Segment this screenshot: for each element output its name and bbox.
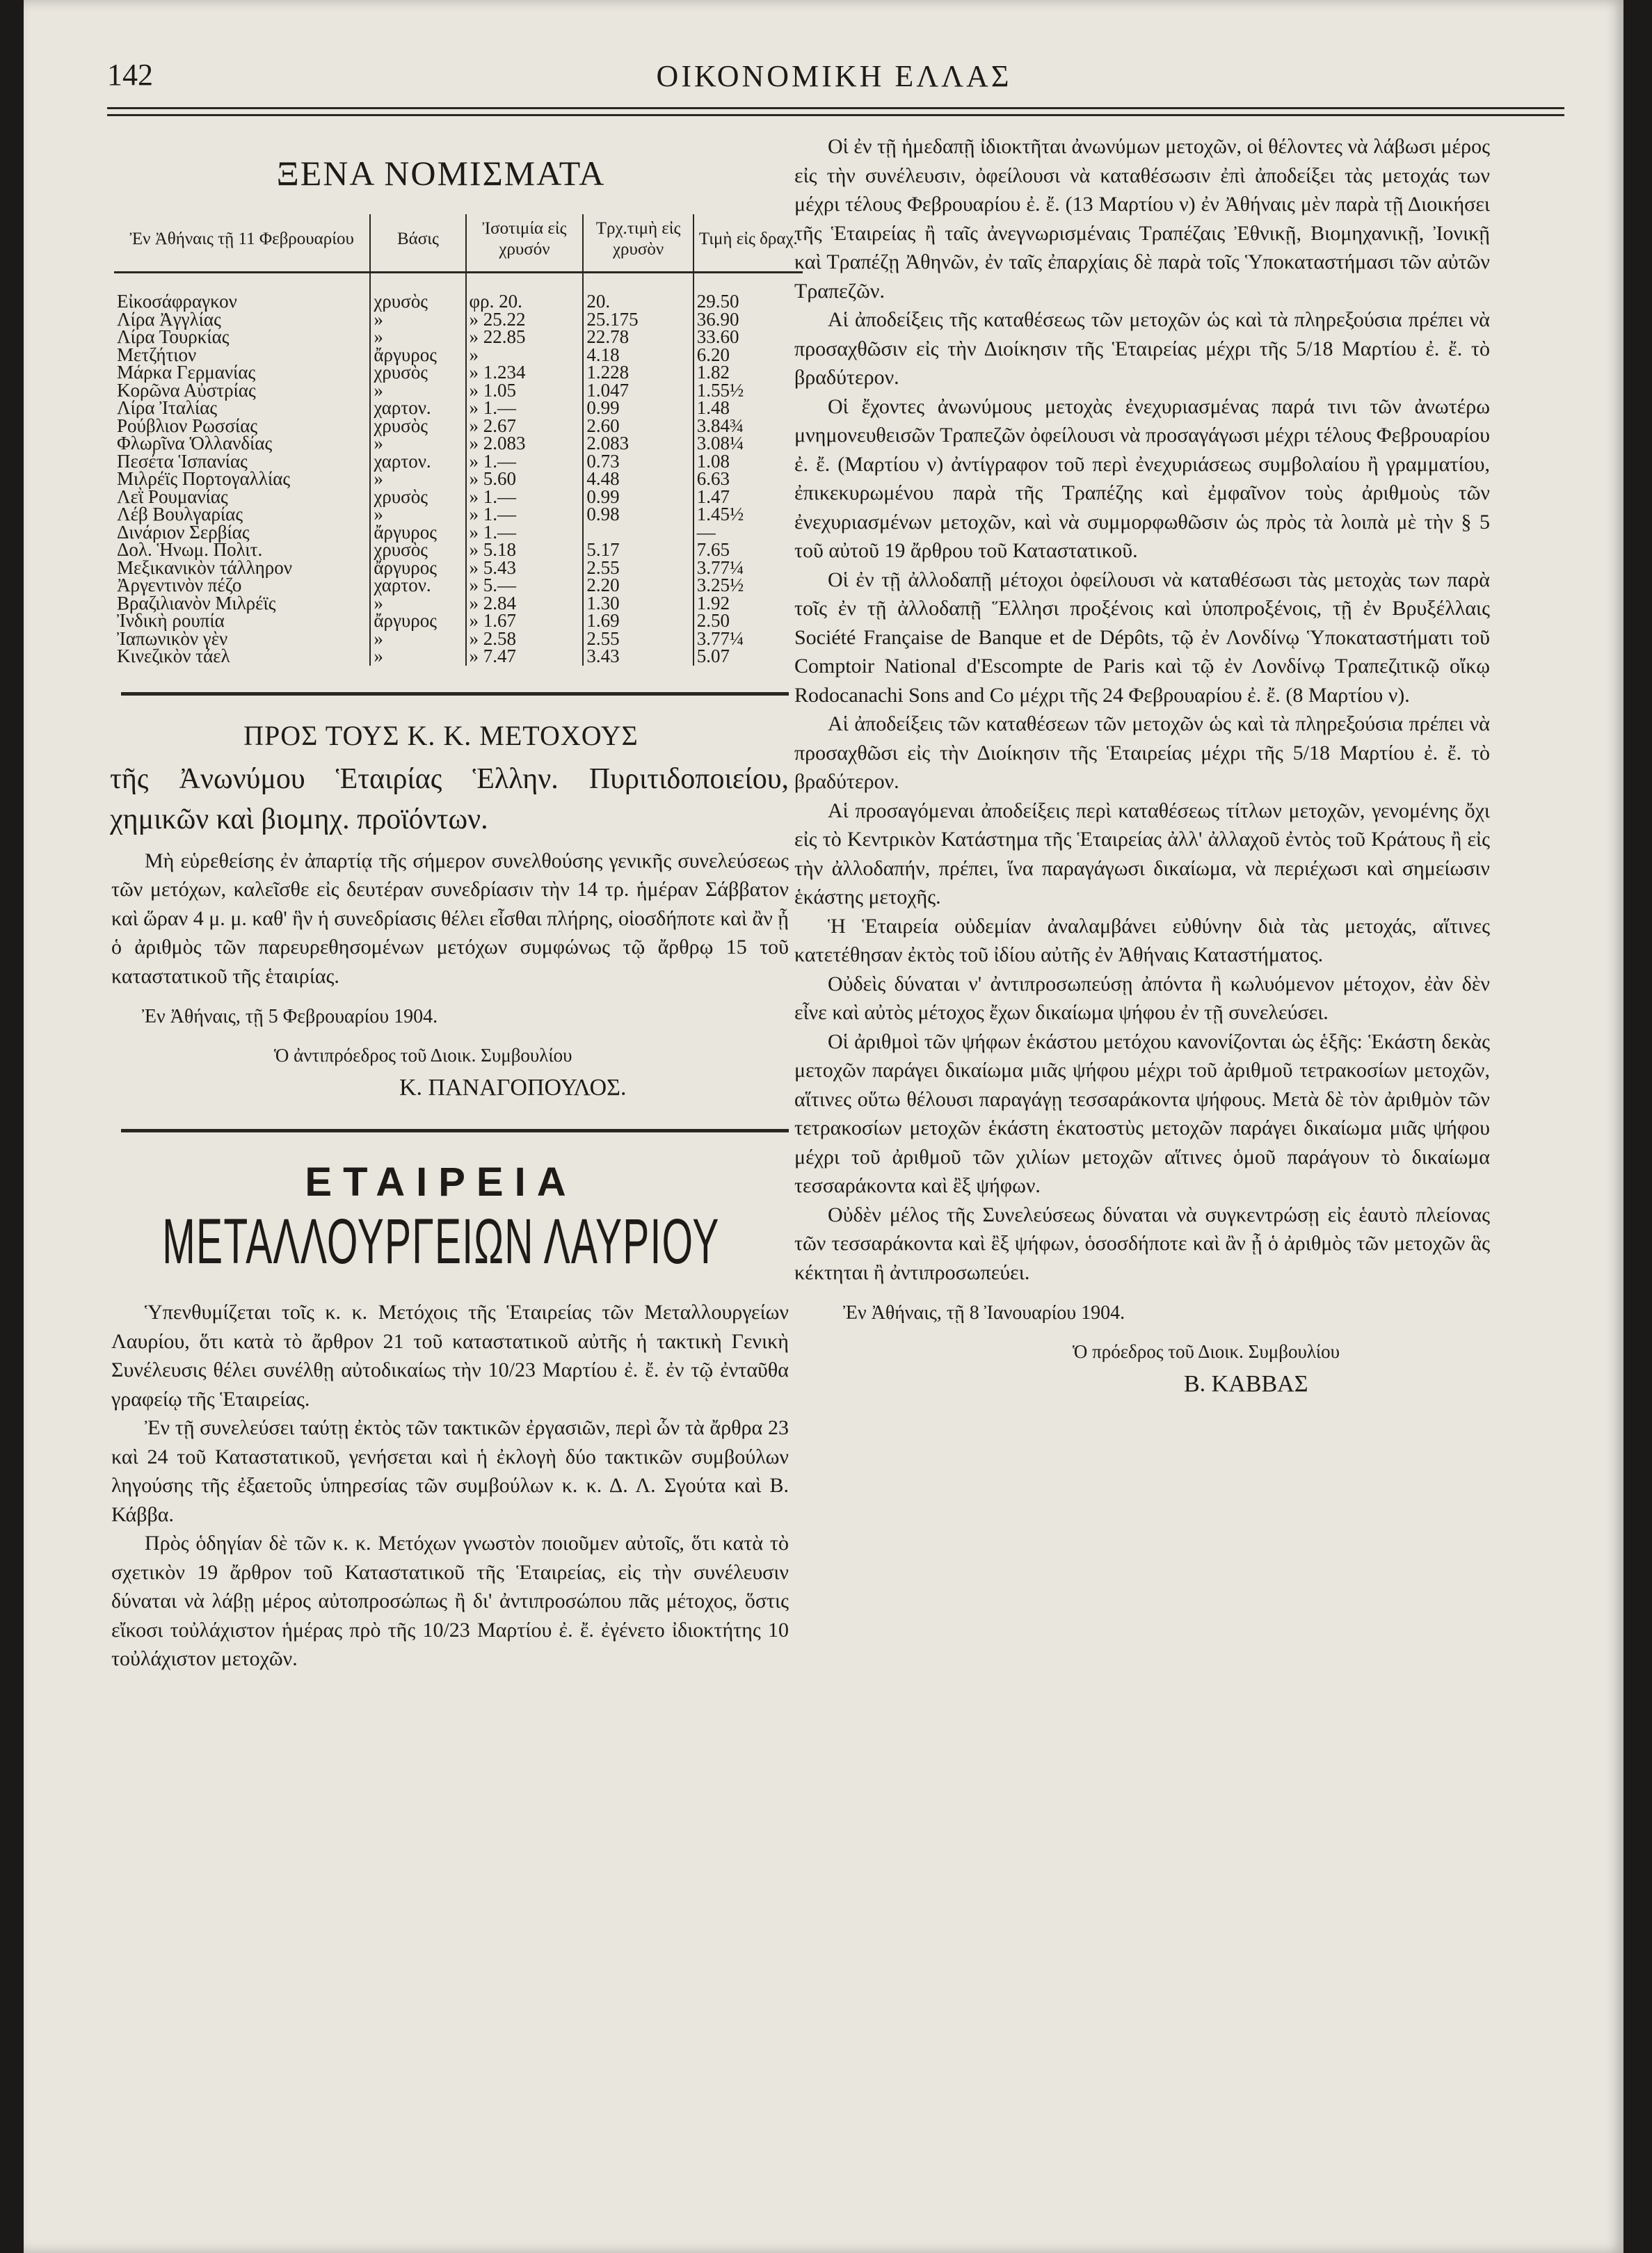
currency-basis: χρυσὸς <box>370 488 465 506</box>
currency-basis: χρυσὸς <box>370 417 465 435</box>
currency-current-price: 1.69 <box>583 612 693 630</box>
currency-par: » 2.083 <box>466 435 584 453</box>
currency-basis: χαρτον. <box>370 577 465 595</box>
currency-par: » 22.85 <box>466 328 584 346</box>
right-column <box>794 132 1490 1397</box>
currency-par: » 5.60 <box>466 470 584 488</box>
currency-par: » 25.22 <box>466 311 584 329</box>
newspaper-page <box>24 0 1623 2253</box>
currency-basis: χαρτον. <box>370 399 465 417</box>
header-rule-2 <box>107 114 1564 116</box>
currency-name: Λίρα Τουρκίας <box>114 328 370 346</box>
currency-drachma-price: 1.55½ <box>696 379 744 401</box>
currency-drachma-price: 3.08¼ <box>696 433 744 454</box>
currency-current-price: 4.18 <box>583 346 693 364</box>
currency-basis: » <box>370 595 465 613</box>
currency-name: Λέβ Βουλγαρίας <box>114 506 370 524</box>
currency-name: Δινάριον Σερβίας <box>114 524 370 542</box>
col-header-par: Ἰσοτιμία εἰς χρυσόν <box>466 214 584 273</box>
currency-drachma-price: 1.82 <box>696 362 730 383</box>
currency-drachma-price: 29.50 <box>696 291 739 312</box>
currency-current-price: 1.228 <box>583 364 693 382</box>
currency-name: Κινεζικὸν τάελ <box>114 648 370 666</box>
page-header <box>107 50 1561 99</box>
currency-basis: χαρτον. <box>370 453 465 471</box>
table-row <box>114 364 803 382</box>
currency-par: » 2.84 <box>466 595 584 613</box>
currency-par: » 2.58 <box>466 630 584 648</box>
currency-current-price: 5.17 <box>583 541 693 559</box>
currency-par: » 1.67 <box>466 612 584 630</box>
notice2-paragraph-2: Ἐν τῇ συνελεύσει ταύτῃ ἐκτὸς τῶν τακτικῶν ἐργασιῶν, περὶ ὧν τὰ ἄρθρα 23 καὶ 24 τοῦ Καταστατικοῦ, γενήσεται καὶ ἡ ἐκλογὴ δύο τακτικῶν συμβούλων ληγούσης τῆς ἐξαετοῦς ὑπηρεσίας τῶν συμβούλων κ. κ. Δ. Λ. Σγούτα καὶ Β. Κάββα. <box>111 1416 789 1526</box>
currency-basis: » <box>370 435 465 453</box>
currency-drachma-price: 2.50 <box>696 610 730 631</box>
currency-current-price: 0.99 <box>583 399 693 417</box>
notice1-paragraph: Μὴ εὑρεθείσης ἐν ἀπαρτίᾳ τῆς σήμερον συνελθούσης γενικῆς συνελεύσεως τῶν μετόχων, καλεῖσθε εἰς δευτέραν συνεδρίασιν τὴν 14 τρ. ἡμέραν Σάββατον καὶ ὥραν 4 μ. μ. καθ' ἣν ἡ συνεδρίασις θέλει εἶσθαι πλήρης, οἱοσδήποτε καὶ ἂν ᾖ ὁ ἀριθμὸς τῶν παρευρεθησομένων μετόχων συμφώνως τῷ ἄρθρῳ 15 τοῦ καταστατικοῦ τῆς ἑταιρίας. <box>111 849 789 988</box>
currency-drachma-price: 3.84¾ <box>696 415 744 436</box>
notice1-title: ΠΡΟΣ ΤΟΥΣ Κ. Κ. ΜΕΤΟΧΟΥΣ <box>243 719 639 751</box>
right-paragraph-4: Οἱ ἐν τῇ ἀλλοδαπῇ μέτοχοι ὀφείλουσι νὰ καταθέσωσι τὰς μετοχὰς των παρὰ τοῖς ἐν τῇ ἀλλοδαπῇ Ἕλλησι προξένοις καὶ ὑποπροξένοις, τῇ ἐν Βρυξέλλαις Société Française de Banque et de Dépôts, τῷ ἐν Λονδίνῳ Ὑποκαταστήματι τοῦ Comptoir National d'Escompte de Paris καὶ τῷ ἐν Λονδίνῳ Τραπεζιτικῷ οἴκῳ Rodocanachi Sons and Co μέχρι τῆς 24 Φεβρουαρίου ἐ. ἔ. (8 Μαρτίου ν). <box>794 568 1490 707</box>
currency-name: Μετζήτιον <box>114 346 370 364</box>
currency-drachma-price: 3.77¼ <box>696 556 744 578</box>
currency-current-price: 3.43 <box>583 648 693 666</box>
col-header-basis: Βάσις <box>370 214 465 273</box>
currency-table-body <box>114 273 803 666</box>
notice1-body <box>93 847 789 991</box>
right-paragraph-10: Οὐδὲν μέλος τῆς Συνελεύσεως δύναται νὰ συγκεντρώσῃ εἰς ἑαυτὸ πλείονας τῶν τεσσαράκοντα καὶ ἒξ ψήφων, ὁσοσδήποτε καὶ ἂν ᾖ ὁ ἀριθμὸς τῶν μετοχῶν ἃς κέκτηται ἢ ἀντιπροσωπεύει. <box>794 1203 1490 1284</box>
page-number: 142 <box>107 58 153 92</box>
table-row <box>114 273 803 311</box>
currency-current-price: 25.175 <box>583 311 693 329</box>
currency-table <box>114 214 803 666</box>
currency-drachma-price: 1.08 <box>696 450 730 472</box>
right-paragraph-2: Αἱ ἀποδείξεις τῆς καταθέσεως τῶν μετοχῶν ὡς καὶ τὰ πληρεξούσια πρέπει νὰ προσαχθῶσιν εἰς τὴν Διοίκησιν τῆς Ἑταιρείας μέχρι τῆς 5/18 Μαρτίου ἐ. ἔ. τὸ βραδύτερον. <box>794 308 1490 389</box>
currency-current-price: 0.73 <box>583 453 693 471</box>
currency-basis: ἄργυρος <box>370 346 465 364</box>
currency-name: Λίρα Ἰταλίας <box>114 399 370 417</box>
table-row <box>114 470 803 488</box>
currency-basis: » <box>370 382 465 400</box>
currency-current-price: 1.30 <box>583 595 693 613</box>
currency-par: » 1.— <box>466 488 584 506</box>
notice2-body <box>93 1298 789 1674</box>
currency-basis: χρυσὸς <box>370 273 465 311</box>
currency-basis: » <box>370 630 465 648</box>
right-paragraph-7: Ἡ Ἑταιρεία οὐδεμίαν ἀναλαμβάνει εὐθύνην διὰ τὰς μετοχάς, αἵτινες κατετέθησαν ἐκτὸς τοῦ ἰδίου αὐτῆς ἐν Ἀθήναις Καταστήματος. <box>794 914 1490 966</box>
currency-basis: χρυσὸς <box>370 364 465 382</box>
section-divider <box>121 692 789 696</box>
col-header-drachma: Τιμὴ εἰς δραχ. <box>693 214 803 273</box>
right-paragraph-1: Οἱ ἐν τῇ ἡμεδαπῇ ἰδιοκτῆται ἀνωνύμων μετοχῶν, οἱ θέλοντες νὰ λάβωσι μέρος εἰς τὴν συνέλευσιν, ὀφείλουσι νὰ καταθέσωσιν ἐπὶ ἀποδείξει τὰς μετοχάς των μέχρι τέλους Φεβρουαρίου ἐ. ἔ. (13 Μαρτίου ν) ἐν Ἀθήναις μὲν παρὰ τῇ Διοικήσει τῆς Ἑταιρείας ἢ ταῖς ἀνεγνωρισμέναις Τραπέζαις Ἐθνικῇ, Βιομηχανικῇ, Ἰονικῇ καὶ Τραπέζῃ Ἀθηνῶν, ἐν ταῖς ἐπαρχίαις δὲ παρὰ τοῖς Ὑποκαταστήμασι τῶν αὐτῶν Τραπεζῶν. <box>794 135 1490 303</box>
right-paragraph-6: Αἱ προσαγόμεναι ἀποδείξεις περὶ καταθέσεως τίτλων μετοχῶν, γενομένης ὄχι εἰς τὸ Κεντρικὸν Κατάστημα τῆς Ἑταιρείας ἀλλ' ἀλλαχοῦ ἐντὸς τοῦ Κράτους ἢ εἰς τὴν ἀλλοδαπήν, πρέπει, ἵνα παραγάγωσι δικαίωμα, νὰ περιέχωσι καὶ σημείωσιν ἑκάστης μετοχῆς. <box>794 799 1490 908</box>
currency-basis: ἄργυρος <box>370 612 465 630</box>
currency-drachma-price: 1.47 <box>696 486 730 507</box>
notice1-subtitle: τῆς Ἀνωνύμου Ἑταιρίας Ἑλλην. Πυριτιδοποιείου, χημικῶν καὶ βιομηχ. προϊόντων. <box>110 762 789 835</box>
currency-drachma-price: 3.25½ <box>696 575 744 595</box>
currency-name: Δολ. Ἡνωμ. Πολιτ. <box>114 541 370 559</box>
currency-current-price: 2.55 <box>583 559 693 577</box>
right-paragraph-3: Οἱ ἔχοντες ἀνωνύμους μετοχὰς ἐνεχυριασμένας παρά τινι τῶν ἀνωτέρω μνημονευθεισῶν Τραπεζῶν ὀφείλουσι νὰ προσαγάγωσι μέχρι τέλους Φεβρουαρίου ἐ. ἔ. (Μαρτίου ν) ἀντίγραφον τοῦ περὶ ἐνεχυριάσεως συμβολαίου ἢ γραμματίου, ἐπικεκυρωμένου παρὰ τῆς Τραπέζης καὶ ἐμφαῖνον τοὺς ἀριθμοὺς τῶν ἐνεχυριασμένων μετοχῶν, καὶ νὰ συμμορφωθῶσιν ὡς πρὸς τὰ λοιπὰ μὲ τὴν § 5 τοῦ αὐτοῦ 19 ἄρθρου τοῦ Καταστατικοῦ. <box>794 394 1490 562</box>
currency-current-price: 20. <box>583 273 693 311</box>
currency-par: φρ. 20. <box>466 273 584 311</box>
currency-drachma-price: 3.77¼ <box>696 627 744 649</box>
currency-drachma-price: 1.48 <box>696 397 730 418</box>
currency-name: Ρούβλιον Ρωσσίας <box>114 417 370 435</box>
notice2-paragraph-3: Πρὸς ὁδηγίαν δὲ τῶν κ. κ. Μετόχων γνωστὸν ποιοῦμεν αὐτοῖς, ὅτι κατὰ τὸ σχετικὸν 19 ἄρθρον τοῦ Καταστατικοῦ τῆς Ἑταιρείας, εἰς τὴν συνέλευσιν δύναται νὰ λάβῃ μέρος αὐτοπροσώπως ἢ δι' ἀντιπροσώπου πᾶς μέτοχος, ὅστις εἴκοσι τοὐλάχιστον ἡμέρας πρὸ τῆς 10/23 Μαρτίου ἐ. ἔ. ἐγένετο ἰδιοκτήτης 10 τοὐλάχιστον μετοχῶν. <box>111 1532 789 1670</box>
currency-current-price: 2.55 <box>583 630 693 648</box>
col-header-current: Τρχ.τιμὴ εἰς χρυσὸν <box>583 214 693 273</box>
currency-name: Λεῒ Ρουμανίας <box>114 488 370 506</box>
right-date: Ἐν Ἀθήναις, τῇ 8 Ἰανουαρίου 1904. <box>843 1302 1125 1324</box>
left-column <box>93 132 798 1674</box>
currency-par: » 5.43 <box>466 559 584 577</box>
currency-basis: » <box>370 506 465 524</box>
table-row <box>114 399 803 417</box>
currency-drachma-price: 6.20 <box>696 344 730 365</box>
table-row <box>114 328 803 346</box>
currency-drachma-price: — <box>696 521 716 543</box>
right-paragraph-9: Οἱ ἀριθμοὶ τῶν ψήφων ἑκάστου μετόχου κανονίζονται ὡς ἑξῆς: Ἑκάστη δεκὰς μετοχῶν παράγει δικαίωμα μιᾶς ψήφου μέχρι τοῦ ἀριθμοῦ τετρακοσίων μετοχῶν, αἵτινες οὕτω θέλουσι παραγάγῃ τεσσαράκοντα ψήφους. Μετὰ δὲ τὸν ἀριθμὸν τῶν τετρακοσίων μετοχῶν ἑκάστη ἑκατοστὺς μετοχῶν παράγει δικαίωμα μιᾶς ψήφου μέχρι τοῦ ἀριθμοῦ τῶν χιλίων μετοχῶν αἵτινες ὁμοῦ παράγουν τὸ δικαίωμα τεσσαράκοντα καὶ ἒξ ψήφων. <box>794 1029 1490 1197</box>
currency-name: Εἰκοσάφραγκον <box>114 273 370 311</box>
right-paragraph-5: Αἱ ἀποδείξεις τῶν καταθέσεων τῶν μετοχῶν ὡς καὶ τὰ πληρεξούσια πρέπει νὰ προσαχθῶσι εἰς τὴν Διοίκησιν τῆς Ἑταιρείας μέχρι τῆς 5/18 Μαρτίου ἐ. ἔ. τὸ βραδύτερον. <box>794 712 1490 793</box>
table-row <box>114 506 803 524</box>
currency-basis: ἄργυρος <box>370 524 465 542</box>
currency-current-price: 0.99 <box>583 488 693 506</box>
journal-title: ΟΙΚΟΝΟΜΙΚΗ ΕΛΛΑΣ <box>656 59 1012 93</box>
currency-basis: » <box>370 648 465 666</box>
notice1-signature-name: Κ. ΠΑΝΑΓΟΠΟΥΛΟΣ. <box>399 1075 627 1100</box>
currency-current-price: 22.78 <box>583 328 693 346</box>
currency-current-price: 2.60 <box>583 417 693 435</box>
notice1-date: Ἐν Ἀθήναις, τῇ 5 Φεβρουαρίου 1904. <box>142 1006 438 1027</box>
currency-name: Μιλρέϊς Πορτογαλλίας <box>114 470 370 488</box>
currency-drachma-price: 36.90 <box>696 308 739 330</box>
right-column-body <box>794 132 1490 1287</box>
currency-par: » 1.234 <box>466 364 584 382</box>
currency-drachma-price: 1.92 <box>696 592 730 614</box>
currency-name: Βραζιλιανὸν Μιλρέϊς <box>114 595 370 613</box>
currency-par: » 7.47 <box>466 648 584 666</box>
currency-basis: » <box>370 328 465 346</box>
currency-name: Πεσέτα Ἱσπανίας <box>114 453 370 471</box>
currency-current-price: 0.98 <box>583 506 693 524</box>
currency-name: Λίρα Ἀγγλίας <box>114 311 370 329</box>
currency-par: » <box>466 346 584 364</box>
currency-name: Μάρκα Γερμανίας <box>114 364 370 382</box>
currency-name: Ἰνδικὴ ρουπία <box>114 612 370 630</box>
currency-basis: χρυσὸς <box>370 541 465 559</box>
currency-par: » 5.— <box>466 577 584 595</box>
currency-par: » 1.05 <box>466 382 584 400</box>
notice1-signature-role: Ὁ ἀντιπρόεδρος τοῦ Διοικ. Συμβουλίου <box>274 1045 572 1066</box>
currency-basis: ἄργυρος <box>370 559 465 577</box>
col-header-name: Ἐν Ἀθήναις τῇ 11 Φεβρουαρίου <box>114 214 370 273</box>
notice2-title: ΕΤΑΙΡΕΙΑ <box>305 1160 577 1205</box>
notice2-company-name: ΜΕΤΑΛΛΟΥΡΓΕΙΩΝ ΛΑΥΡΙΟΥ <box>162 1206 720 1277</box>
currency-par: » 1.— <box>466 506 584 524</box>
currency-drachma-price: 5.07 <box>696 646 730 666</box>
currency-current-price: 2.20 <box>583 577 693 595</box>
header-rule <box>107 107 1564 109</box>
currency-basis: » <box>370 470 465 488</box>
currency-drachma-price: 33.60 <box>696 326 739 347</box>
currency-par: » 2.67 <box>466 417 584 435</box>
currency-name: Μεξικανικὸν τάλληρον <box>114 559 370 577</box>
section-divider-2 <box>121 1129 789 1132</box>
currency-current-price: 1.047 <box>583 382 693 400</box>
table-row <box>114 577 803 595</box>
currency-name: Κορῶνα Αὐστρίας <box>114 382 370 400</box>
currency-basis: » <box>370 311 465 329</box>
currency-name: Ἰαπωνικὸν γὲν <box>114 630 370 648</box>
currency-drachma-price: 6.63 <box>696 468 730 489</box>
currency-name: Ἀργεντινὸν πέζο <box>114 577 370 595</box>
right-paragraph-8: Οὐδεὶς δύναται ν' ἀντιπροσωπεύσῃ ἀπόντα ἢ κωλυόμενον μέτοχον, ἐὰν δὲν εἶνε καὶ αὐτὸς μέτοχος ἔχων δικαίωμα ψήφου ἐν τῇ συνελεύσει. <box>794 972 1490 1024</box>
currency-current-price: 4.48 <box>583 470 693 488</box>
currency-current-price: 2.083 <box>583 435 693 453</box>
currency-par: » 1.— <box>466 453 584 471</box>
currency-name: Φλωρῖνα Ὁλλανδίας <box>114 435 370 453</box>
currency-drachma-price: 1.45½ <box>696 504 744 524</box>
table-row <box>114 648 803 666</box>
table-row <box>114 612 803 630</box>
right-signature-name: Β. ΚΑΒΒΑΣ <box>1184 1371 1308 1397</box>
currencies-title: ΞΕΝΑ ΝΟΜΙΣΜΑΤΑ <box>276 154 606 193</box>
table-row <box>114 435 803 453</box>
table-row <box>114 541 803 559</box>
currency-par: » 5.18 <box>466 541 584 559</box>
notice2-paragraph-1: Ὑπενθυμίζεται τοῖς κ. κ. Μετόχοις τῆς Ἑταιρείας τῶν Μεταλλουργείων Λαυρίου, ὅτι κατὰ τὸ ἄρθρον 21 τοῦ καταστατικοῦ αὐτῆς ἡ τακτικὴ Γενικὴ Συνέλευσις θέλει συνέλθῃ αὐτοδικαίως τὴν 10/23 Μαρτίου ἐ. ἔ. ἐν τῷ ἐνταῦθα γραφείῳ τῆς Ἑταιρείας. <box>111 1301 789 1411</box>
right-signature-role: Ὁ πρόεδρος τοῦ Διοικ. Συμβουλίου <box>1073 1341 1340 1362</box>
currency-table-header <box>114 214 803 273</box>
currency-par: » 1.— <box>466 399 584 417</box>
currency-drachma-price: 7.65 <box>696 539 730 560</box>
currency-par: » 1.— <box>466 524 584 542</box>
